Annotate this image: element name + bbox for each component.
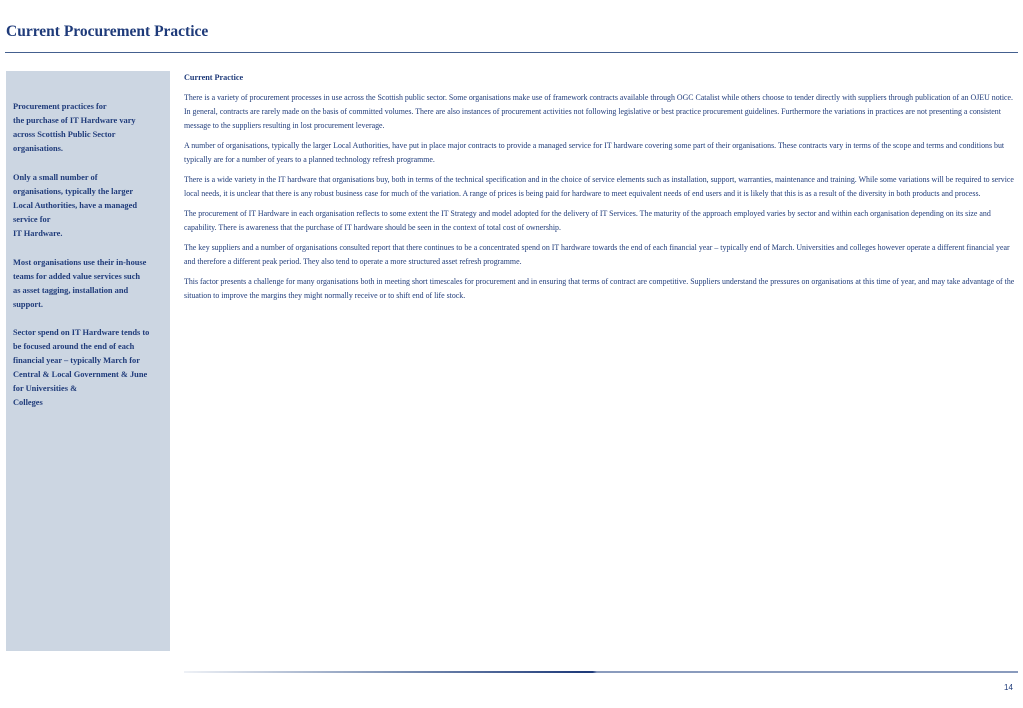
sidebar-point-1 [13, 100, 165, 156]
sidebar-point-3 [13, 256, 165, 312]
paragraph: The key suppliers and a number of organisations consulted report that there continues to be a concentrated spend on IT hardware towards the end of each financial year – typically end of March. Universities and colleges however operate a different financial year and therefore a different peak period. They also tend to operate a more structured asset refresh programme. [184, 243, 1010, 266]
sidebar-line: Colleges [13, 398, 43, 407]
sidebar-line: Central & Local Government & June [13, 370, 148, 379]
sidebar-line: Only a small number of [13, 173, 98, 182]
sidebar-line: IT Hardware. [13, 229, 63, 238]
sidebar-line: as asset tagging, installation and [13, 286, 129, 295]
sidebar-line: be focused around the end of each [13, 342, 135, 351]
sidebar-line: support. [13, 300, 44, 309]
sidebar-line: teams for added value services such [13, 272, 141, 281]
paragraph: There is a wide variety in the IT hardware that organisations buy, both in terms of the technical specification and in the choice of service elements such as installation, support, warranties, maintenance and training. While some variations will be required to service local needs, it is unclear that there is any robust business case for much of the variation. A range of prices is being paid for hardware to meet equivalent needs of end users and it is likely that this is as a result of the diversity in both products and process. [184, 175, 1014, 198]
sidebar-line: the purchase of IT Hardware vary [13, 116, 136, 125]
sidebar-line: Procurement practices for [13, 102, 107, 111]
sidebar-line: service for [13, 215, 51, 224]
sidebar-line: organisations, typically the larger [13, 187, 134, 196]
sidebar-line: Local Authorities, have a managed [13, 201, 137, 210]
page-number: 14 [1004, 683, 1013, 692]
sidebar-line: across Scottish Public Sector [13, 130, 116, 139]
paragraph: This factor presents a challenge for many organisations both in meeting short timescales for procurement and in ensuring that terms of contract are competitive. Suppliers understand the pressures on organisations at this time of year, and may take advantage of the situation to improve the margins they might normally receive or to shift end of life stock. [184, 277, 1015, 300]
sidebar-point-4 [13, 326, 165, 410]
footer-divider [184, 671, 1018, 673]
paragraph: There is a variety of procurement processes in use across the Scottish public sector. Some organisations make use of framework contracts available through OGC Catalist while others choose to tender directly with suppliers through publication of an OJEU notice. In general, contracts are rarely made on the basis of committed volumes. There are also instances of procurement activities not following legislative or best practice procurement guidelines. Furthermore the variations in practices are not presenting a consistent message to the suppliers resulting in lost procurement leverage. [184, 93, 1014, 130]
sidebar-line: for Universities & [13, 384, 78, 393]
paragraph: A number of organisations, typically the larger Local Authorities, have put in place major contracts to provide a managed service for IT hardware covering some part of their organisations. These contracts vary in terms of the scope and terms and conditions but typically are for a number of years to a planned technology refresh programme. [184, 141, 1005, 164]
main-content [184, 71, 1018, 309]
paragraph: The procurement of IT Hardware in each organisation reflects to some extent the IT Strategy and model adopted for the delivery of IT Services. The maturity of the approach employed varies by sector and within each organisation depending on its size and capability. There is awareness that the purchase of IT hardware should be seen in the context of total cost of ownership. [184, 209, 991, 232]
section-heading: Current Practice [184, 73, 244, 82]
sidebar-line: Most organisations use their in-house [13, 258, 147, 267]
page-title: Current Procurement Practice [6, 23, 209, 40]
title-divider [5, 52, 1018, 53]
summary-sidebar [6, 71, 170, 651]
sidebar-line: financial year – typically March for [13, 356, 140, 365]
sidebar-point-2 [13, 171, 165, 241]
sidebar-line: Sector spend on IT Hardware tends to [13, 328, 150, 337]
sidebar-line: organisations. [13, 144, 64, 153]
